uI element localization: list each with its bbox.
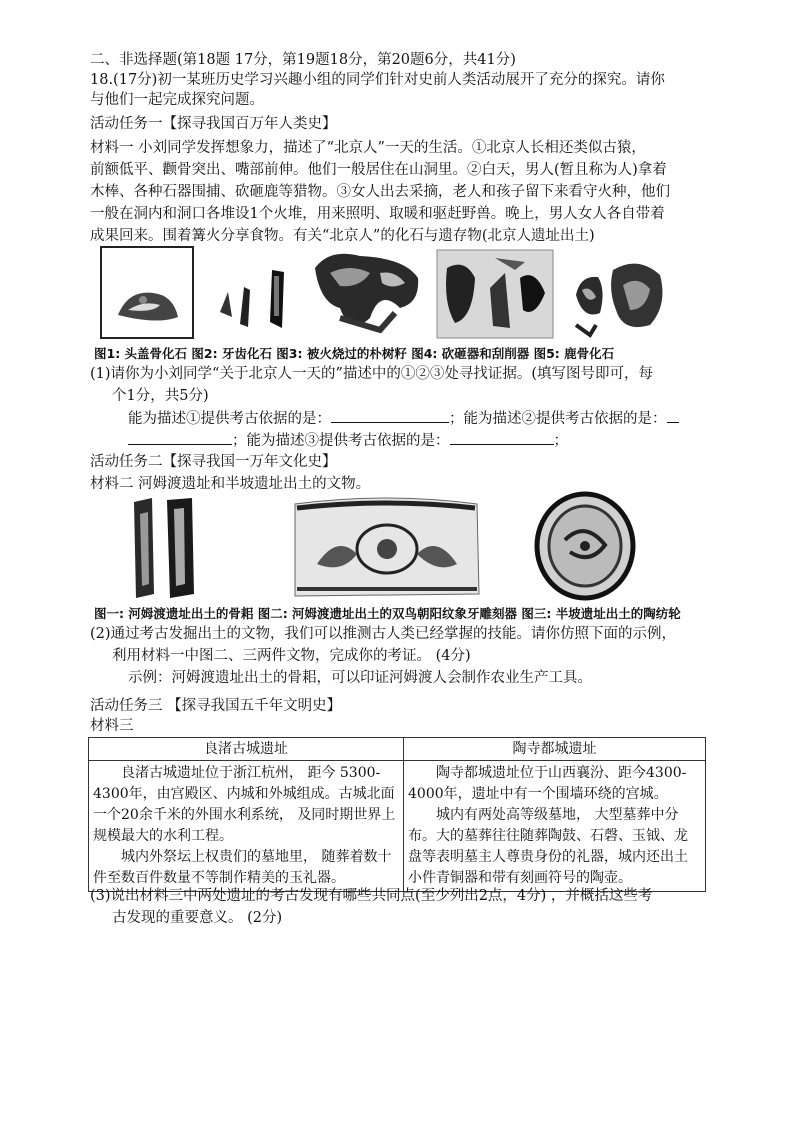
answer-blank-1[interactable] — [331, 408, 449, 423]
q1-answer-line1 — [128, 408, 679, 429]
table-cell-liangzhu — [89, 761, 404, 892]
q3-line1: (3)说出材料三中两处遗址的考古发现有哪些共同点(至少列出2点，4分) ，并概括这些考 — [90, 888, 653, 904]
task2-material: 材料二 河姆渡遗址和半坡遗址出土的文物。 — [90, 476, 371, 492]
semicolon: ； — [553, 433, 568, 449]
q1-prompt-a: 能为描述①提供考古依据的是： — [128, 411, 331, 427]
taosi-para1: 陶寺都城遗址位于山西襄汾、距今4300-4000年，遗址中有一个围墙环绕的宫城。 — [408, 765, 687, 802]
task3-material-label: 材料三 — [90, 718, 134, 734]
q2-example: 示例：河姆渡遗址出土的骨耜，可以印证河姆渡人会制作农业生产工具。 — [128, 670, 592, 686]
q1-line2: 个1分，共5分) — [112, 388, 209, 404]
question-intro-line1: 18.(17分)初一某班历史学习兴趣小组的同学们针对史前人类活动展开了充分的探究。请你 — [90, 72, 665, 88]
taosi-para2: 城内有两处高等级墓地， 大型墓葬中分布。大的墓葬往往随葬陶鼓、石磬、玉钺、龙盘等表明墓主人尊贵身份的礼器，城内还出土小件青铜器和带有刻画符号的陶壶。 — [408, 807, 688, 886]
q2-line1: (2)通过考古发掘出土的文物，我们可以推测古人类已经掌握的技能。请你仿照下面的示例， — [90, 626, 677, 642]
q2-line2: 利用材料一中图二、三两件文物，完成你的考证。 (4分) — [112, 648, 471, 664]
figure-caption-task2: 图一: 河姆渡遗址出土的骨耜 图二: 河姆渡遗址出土的双鸟朝阳纹象牙雕刻器 图三: 半坡遗址出土的陶纺轮 — [94, 606, 681, 621]
skull-fossil-image — [98, 245, 196, 340]
liangzhu-para2: 城内外祭坛上权贵们的墓地里， 随葬着数十件至数百件数量不等制作精美的玉礼器。 — [93, 849, 392, 886]
task2-title: 活动任务二【探寻我国一万年文化史】 — [90, 454, 337, 470]
answer-blank-3[interactable] — [450, 430, 554, 445]
table-header: 陶寺都城遗址 — [404, 738, 706, 761]
stone-tools-image — [435, 248, 555, 340]
material3-table — [88, 737, 706, 892]
bone-spade-image — [122, 494, 212, 602]
task1-material-line: 一般在洞内和洞口各堆设1个火堆，用来照明、取暖和驱赶野兽。晚上，男人女人各自带着 — [90, 206, 665, 222]
task3-title: 活动任务三 【探寻我国五千年文明史】 — [90, 698, 342, 714]
q1-answer-line2 — [128, 430, 568, 451]
section-title: 二、非选择题(第18题 17分，第19题18分，第20题6分，共41分) — [90, 52, 516, 68]
ivory-carving-image — [287, 494, 485, 602]
task1-material-line: 成果回来。围着篝火分享食物。有关“北京人”的化石与遗存物(北京人遗址出土) — [90, 228, 595, 244]
q1-line1: (1)请你为小刘同学“关于北京人一天的”描述中的①②③处寻找证据。(填写图号即可，每 — [90, 366, 654, 382]
answer-blank-2[interactable] — [128, 430, 232, 445]
task1-material-line: 木棒、各种石器围捕、砍砸鹿等猎物。③女人出去采摘，老人和孩子留下来看守火种，他们 — [90, 184, 670, 200]
task1-material-line: 前额低平、颧骨突出、嘴部前伸。他们一般居住在山洞里。②白天，男人(暂且称为人)拿着 — [90, 162, 667, 178]
burnt-seed-image — [310, 248, 424, 338]
task1-title: 活动任务一【探寻我国百万年人类史】 — [90, 116, 337, 132]
table-cell-taosi — [404, 761, 706, 892]
figure-caption-task1: 图1: 头盖骨化石 图2: 牙齿化石 图3: 被火烧过的朴树籽 图4: 砍砸器和刮削器 图5: 鹿骨化石 — [94, 346, 615, 361]
task1-material-line: 材料一 小刘同学发挥想象力，描述了“北京人”一天的生活。①北京人长相还类似古猿， — [90, 140, 646, 156]
q1-prompt-b: ；能为描述②提供考古依据的是： — [449, 411, 667, 427]
q1-prompt-c: ；能为描述③提供考古依据的是： — [232, 433, 450, 449]
liangzhu-para1: 良渚古城遗址位于浙江杭州， 距今 5300-4300年，由宫殿区、内城和外城组成。古城北面一个20余千米的外围水利系统， 及同时期世界上规模最大的水利工程。 — [93, 765, 396, 844]
answer-blank-2-start[interactable] — [667, 408, 679, 423]
question-intro-line2: 与他们一起完成探究问题。 — [90, 92, 264, 108]
deer-bone-fossil-image — [568, 255, 670, 340]
q3-line2: 古发现的重要意义。 (2分) — [112, 910, 283, 926]
pottery-spindle-image — [530, 490, 640, 602]
table-header: 良渚古城遗址 — [89, 738, 404, 761]
tooth-fossil-image — [210, 262, 296, 337]
